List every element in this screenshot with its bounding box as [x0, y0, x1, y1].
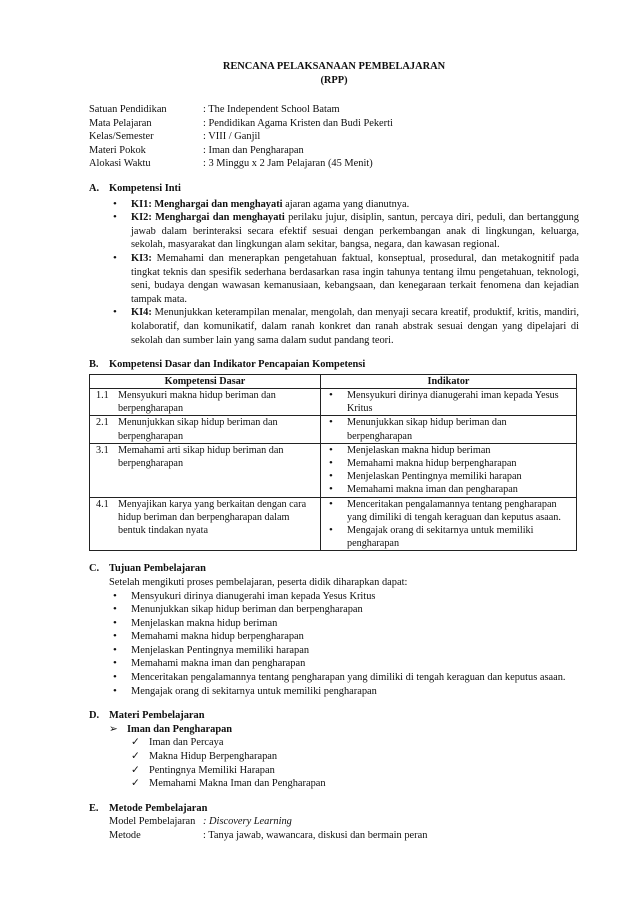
table-row [90, 416, 577, 443]
meta-key: Mata Pelajaran [89, 117, 152, 129]
indikator-list [325, 498, 572, 551]
ki-text: Memahami dan menerapkan pengetahuan faktual, konseptual, prosedural, dan metakognitif pada tingkat teknis dan spesifik sederhana berdasarkan rasa ingin tahunya tentang ilmu pengetahuan, teknologi, seni, budaya dengan wawasan kemanusiaan, kebangsaan, dan kenegaraan terkait fenomena dan kejadian tampak mata. [131, 252, 579, 305]
ki-item [109, 306, 579, 347]
tujuan-item: • Mensyukuri dirinya dianugerahi iman kepada Yesus Kritus [109, 590, 579, 604]
section-metode [89, 802, 579, 843]
indikator-item: • Memahami makna hidup berpengharapan [325, 457, 572, 470]
kd-text: Menyajikan karya yang berkaitan dengan cara hidup beriman dan berpengharapan dalam bentuk tindakan nyata [118, 498, 307, 536]
ki-text: ajaran agama yang dianutnya. [282, 198, 410, 210]
metode-key: Metode [109, 830, 141, 842]
materi-subitem: ✓ Memahami Makna Iman dan Pengharapan [129, 777, 579, 791]
document-title [89, 60, 579, 87]
section-letter: A. [89, 182, 100, 194]
table-row [90, 497, 577, 551]
indikator-item: • Menceritakan pengalamannya tentang pengharapan yang dimiliki di tengah keraguan dan keputus asaan. [325, 498, 572, 524]
kd-text: Menunjukkan sikap hidup beriman dan berpengharapan [118, 417, 278, 442]
document-page [89, 60, 579, 843]
section-letter: D. [89, 710, 100, 722]
meta-value: : VIII / Ganjil [203, 131, 261, 143]
section-tujuan [89, 562, 579, 698]
tujuan-item: • Memahami makna iman dan pengharapan [109, 657, 579, 671]
indikator-list [325, 389, 572, 415]
tujuan-item: • Menjelaskan Pentingnya memiliki harapan [109, 644, 579, 658]
materi-topic [109, 723, 579, 791]
section-heading [89, 182, 579, 196]
indikator-list [325, 444, 572, 497]
kd-table [89, 374, 577, 552]
ki-list [89, 198, 579, 348]
tujuan-item: • Mengajak orang di sekitarnya untuk memiliki pengharapan [109, 685, 579, 699]
section-kompetensi-inti [89, 182, 579, 347]
ki-text: perilaku jujur, disiplin, santun, percaya diri, peduli, dan bertanggung jawab dalam berinteraksi secara efektif sesuai dengan perkembangan anak di lingkungan, keluarga, sekolah, masyarakat dan lingkungan alam sekitar, bangsa, negara, dan kawasan regional. [131, 212, 579, 251]
section-heading [89, 562, 579, 576]
meta-key: Materi Pokok [89, 144, 146, 156]
section-letter: B. [89, 359, 99, 371]
materi-subitems [127, 736, 579, 790]
ki-item [109, 198, 579, 212]
indikator-item: • Mengajak orang di sekitarnya untuk memiliki pengharapan [325, 524, 572, 550]
tujuan-item: • Memahami makna hidup berpengharapan [109, 630, 579, 644]
metode-key: Model Pembelajaran [109, 816, 196, 828]
section-kompetensi-dasar [89, 358, 579, 551]
meta-row [89, 144, 579, 158]
ki-lead: KI3: [131, 252, 152, 264]
kd-text: Memahami arti sikap hidup beriman dan berpengharapan [118, 444, 284, 469]
ki-item [109, 211, 579, 252]
section-title: Kompetensi Inti [109, 182, 181, 194]
meta-value: : 3 Minggu x 2 Jam Pelajaran (45 Menit) [203, 158, 373, 170]
section-heading [89, 802, 579, 816]
section-title: Materi Pembelajaran [109, 710, 205, 722]
materi-subitem: ✓ Pentingnya Memiliki Harapan [129, 764, 579, 778]
metode-value: : Discovery Learning [203, 816, 292, 828]
materi-list [89, 723, 579, 791]
meta-value: : Pendidikan Agama Kristen dan Budi Pekerti [203, 117, 393, 129]
materi-subitem: ✓ Iman dan Percaya [129, 736, 579, 750]
ki-text: Menunjukkan keterampilan menalar, mengolah, dan menyaji secara kreatif, produktif, kritis, mandiri, kolaboratif, dan komunikatif, dalam ranah konkret dan ranah abstrak sesuai dengan yang dipelajari di sekolah dan sumber lain yang sama dalam sudut pandang teori. [131, 307, 579, 346]
materi-topic-label: Iman dan Pengharapan [127, 723, 233, 735]
meta-block [89, 103, 579, 171]
indikator-item: • Menunjukkan sikap hidup beriman dan berpengharapan [325, 416, 572, 442]
ki-lead: KI4: [131, 307, 152, 319]
kd-text: Mensyukuri makna hidup beriman dan berpengharapan [118, 389, 276, 415]
column-header-kd: Kompetensi Dasar [90, 374, 321, 388]
materi-subitem: ✓ Makna Hidup Berpengharapan [129, 750, 579, 764]
tujuan-item: • Menunjukkan sikap hidup beriman dan berpengharapan [109, 603, 579, 617]
kd-number: 1.1 [96, 389, 109, 401]
meta-row [89, 103, 579, 117]
kd-number: 4.1 [96, 498, 109, 510]
section-title: Metode Pembelajaran [109, 802, 208, 814]
section-letter: E. [89, 802, 99, 814]
section-heading [89, 358, 579, 372]
tujuan-intro: Setelah mengikuti proses pembelajaran, peserta didik diharapkan dapat: [109, 576, 408, 588]
meta-key: Alokasi Waktu [89, 158, 151, 170]
ki-lead: KI2: Menghargai dan menghayati [131, 212, 285, 224]
kd-number: 2.1 [96, 417, 109, 429]
kd-number: 3.1 [96, 444, 109, 456]
meta-value: : The Independent School Batam [203, 104, 340, 115]
meta-row [89, 117, 579, 131]
tujuan-item: • Menjelaskan makna hidup beriman [109, 617, 579, 631]
metode-value: : Tanya jawab, wawancara, diskusi dan bermain peran [203, 830, 428, 842]
table-row [90, 388, 577, 415]
indikator-item: • Menjelaskan makna hidup beriman [325, 444, 572, 457]
meta-row [89, 157, 579, 171]
section-title: Kompetensi Dasar dan Indikator Pencapaian Kompetensi [109, 359, 366, 371]
metode-row [89, 815, 579, 829]
tujuan-list [89, 590, 579, 699]
title-line-1: RENCANA PELAKSANAAN PEMBELAJARAN [222, 61, 446, 72]
section-title: Tujuan Pembelajaran [109, 563, 206, 575]
table-row [90, 443, 577, 497]
tujuan-item: • Menceritakan pengalamannya tentang pengharapan yang dimiliki di tengah keraguan dan keputus asaan. [109, 671, 579, 685]
ki-lead: KI1: Menghargai dan menghayati [131, 198, 283, 210]
column-header-indikator: Indikator [321, 374, 577, 388]
section-materi [89, 709, 579, 791]
meta-key: Kelas/Semester [89, 131, 154, 143]
indikator-item: • Mensyukuri dirinya dianugerahi iman kepada Yesus Kritus [325, 389, 572, 415]
indikator-list [325, 416, 572, 442]
table-header-row [90, 374, 577, 388]
meta-key: Satuan Pendidikan [89, 104, 167, 115]
indikator-item: • Memahami makna iman dan pengharapan [325, 483, 572, 496]
section-heading [89, 709, 579, 723]
title-line-2: (RPP) [320, 74, 348, 86]
indikator-item: • Menjelaskan Pentingnya memiliki harapan [325, 470, 572, 483]
meta-value: : Iman dan Pengharapan [203, 144, 304, 156]
ki-item [109, 252, 579, 306]
meta-row [89, 130, 579, 144]
metode-row [89, 829, 579, 843]
section-letter: C. [89, 563, 100, 575]
